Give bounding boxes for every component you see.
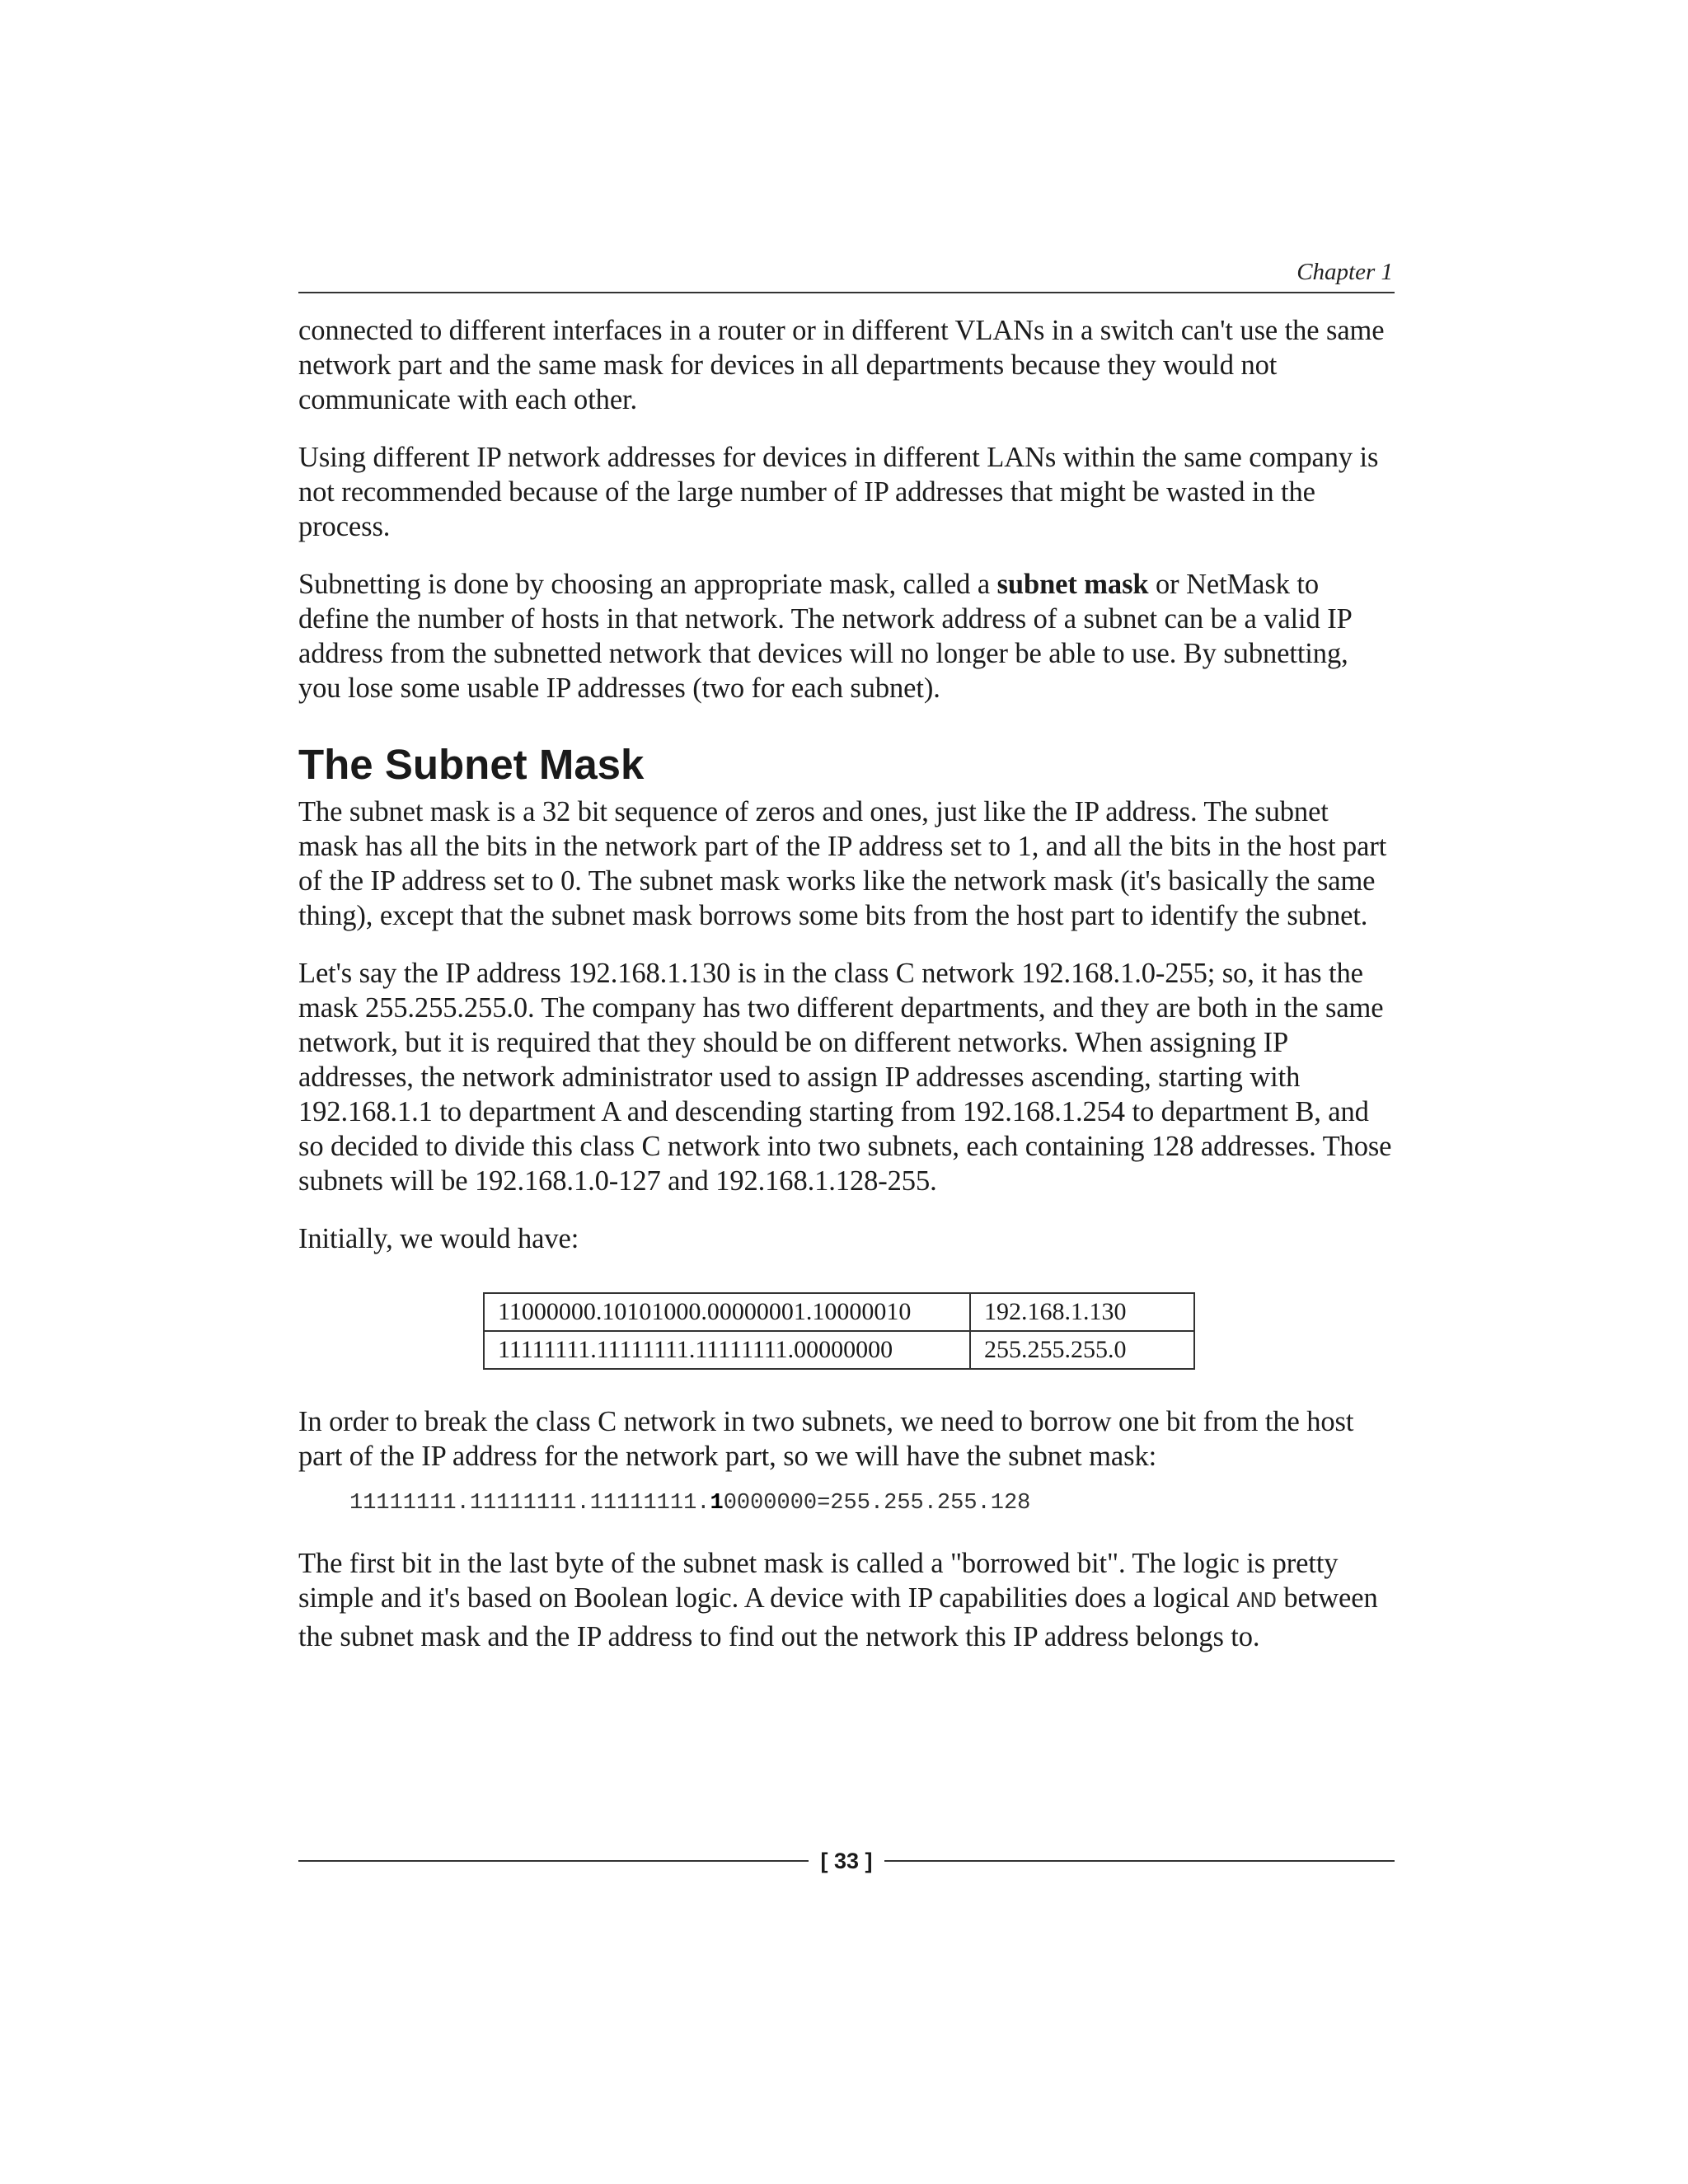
paragraph-3-text-b: or NetMask to define the number of hosts in that network. The network address of a subnet can be a valid IP address from the subnetted network that devices will no longer be able to use. By subnetting, you lose some usable IP addresses (two for each subnet). <box>298 569 1352 704</box>
section-title: The Subnet Mask <box>298 741 645 788</box>
ip-mask-table <box>483 1292 1195 1370</box>
table-row <box>484 1293 1194 1331</box>
paragraph-8-text-b: between the subnet mask and the IP address to find out the network this IP address belongs to. <box>298 1582 1378 1652</box>
borrowed-bit: 1 <box>710 1491 724 1516</box>
table-row <box>484 1331 1194 1369</box>
header-rule <box>298 292 1395 293</box>
table-cell-decimal: 192.168.1.130 <box>970 1293 1194 1331</box>
page-footer <box>298 1843 1395 1879</box>
paragraph-1: connected to different interfaces in a router or in different VLANs in a switch can't use the same network part and the same mask for devices in all departments because they would not communicate with each other. <box>298 315 1385 415</box>
paragraph-2: Using different IP network addresses for devices in different LANs within the same company is not recommended because of the large number of IP addresses that might be wasted in the process. <box>298 442 1379 542</box>
running-head: Chapter 1 <box>1296 259 1393 285</box>
footer-rule-left <box>298 1860 809 1862</box>
paragraph-4: The subnet mask is a 32 bit sequence of zeros and ones, just like the IP address. The subnet mask has all the bits in the network part of the IP address set to 1, and all the bits in the host part of the IP address set to 0. The subnet mask works like the network mask (it's basically the same thing), except that the subnet mask borrows some bits from the host part to identify the subnet. <box>298 796 1387 931</box>
and-operator-code: AND <box>1236 1590 1277 1615</box>
paragraph-6: Initially, we would have: <box>298 1223 579 1254</box>
code-prefix: 11111111.11111111.11111111. <box>349 1491 710 1516</box>
paragraph-3-text-a: Subnetting is done by choosing an appropriate mask, called a <box>298 569 997 600</box>
table-cell-binary: 11000000.10101000.00000001.10000010 <box>484 1293 970 1331</box>
page-number: [ 33 ] <box>820 1848 873 1873</box>
table-cell-decimal: 255.255.255.0 <box>970 1331 1194 1369</box>
paragraph-8 <box>298 1546 1395 1654</box>
footer-rule-right <box>884 1860 1395 1862</box>
paragraph-8-text-a: The first bit in the last byte of the subnet mask is called a "borrowed bit". The logic is pretty simple and it's based on Boolean logic. A device with IP capabilities does a logical <box>298 1548 1339 1614</box>
code-suffix: 0000000=255.255.255.128 <box>723 1491 1031 1516</box>
paragraph-7: In order to break the class C network in two subnets, we need to borrow one bit from the host part of the IP address for the network part, so we will have the subnet mask: <box>298 1406 1354 1472</box>
subnet-mask-term: subnet mask <box>996 569 1149 600</box>
paragraph-3 <box>298 567 1395 705</box>
subnet-mask-code <box>349 1488 1395 1518</box>
table-cell-binary: 11111111.11111111.11111111.00000000 <box>484 1331 970 1369</box>
paragraph-5: Let's say the IP address 192.168.1.130 is in the class C network 192.168.1.0-255; so, it has the mask 255.255.255.0. The company has two different departments, and they are both in the same network, but it is required that they should be on different networks. When assigning IP addresses, the network administrator used to assign IP addresses ascending, starting with 192.168.1.1 to department A and descending starting from 192.168.1.254 to department B, and so decided to divide this class C network into two subnets, each containing 128 addresses. Those subnets will be 192.168.1.0-127 and 192.168.1.128-255. <box>298 958 1392 1197</box>
page-content <box>298 255 1395 1677</box>
